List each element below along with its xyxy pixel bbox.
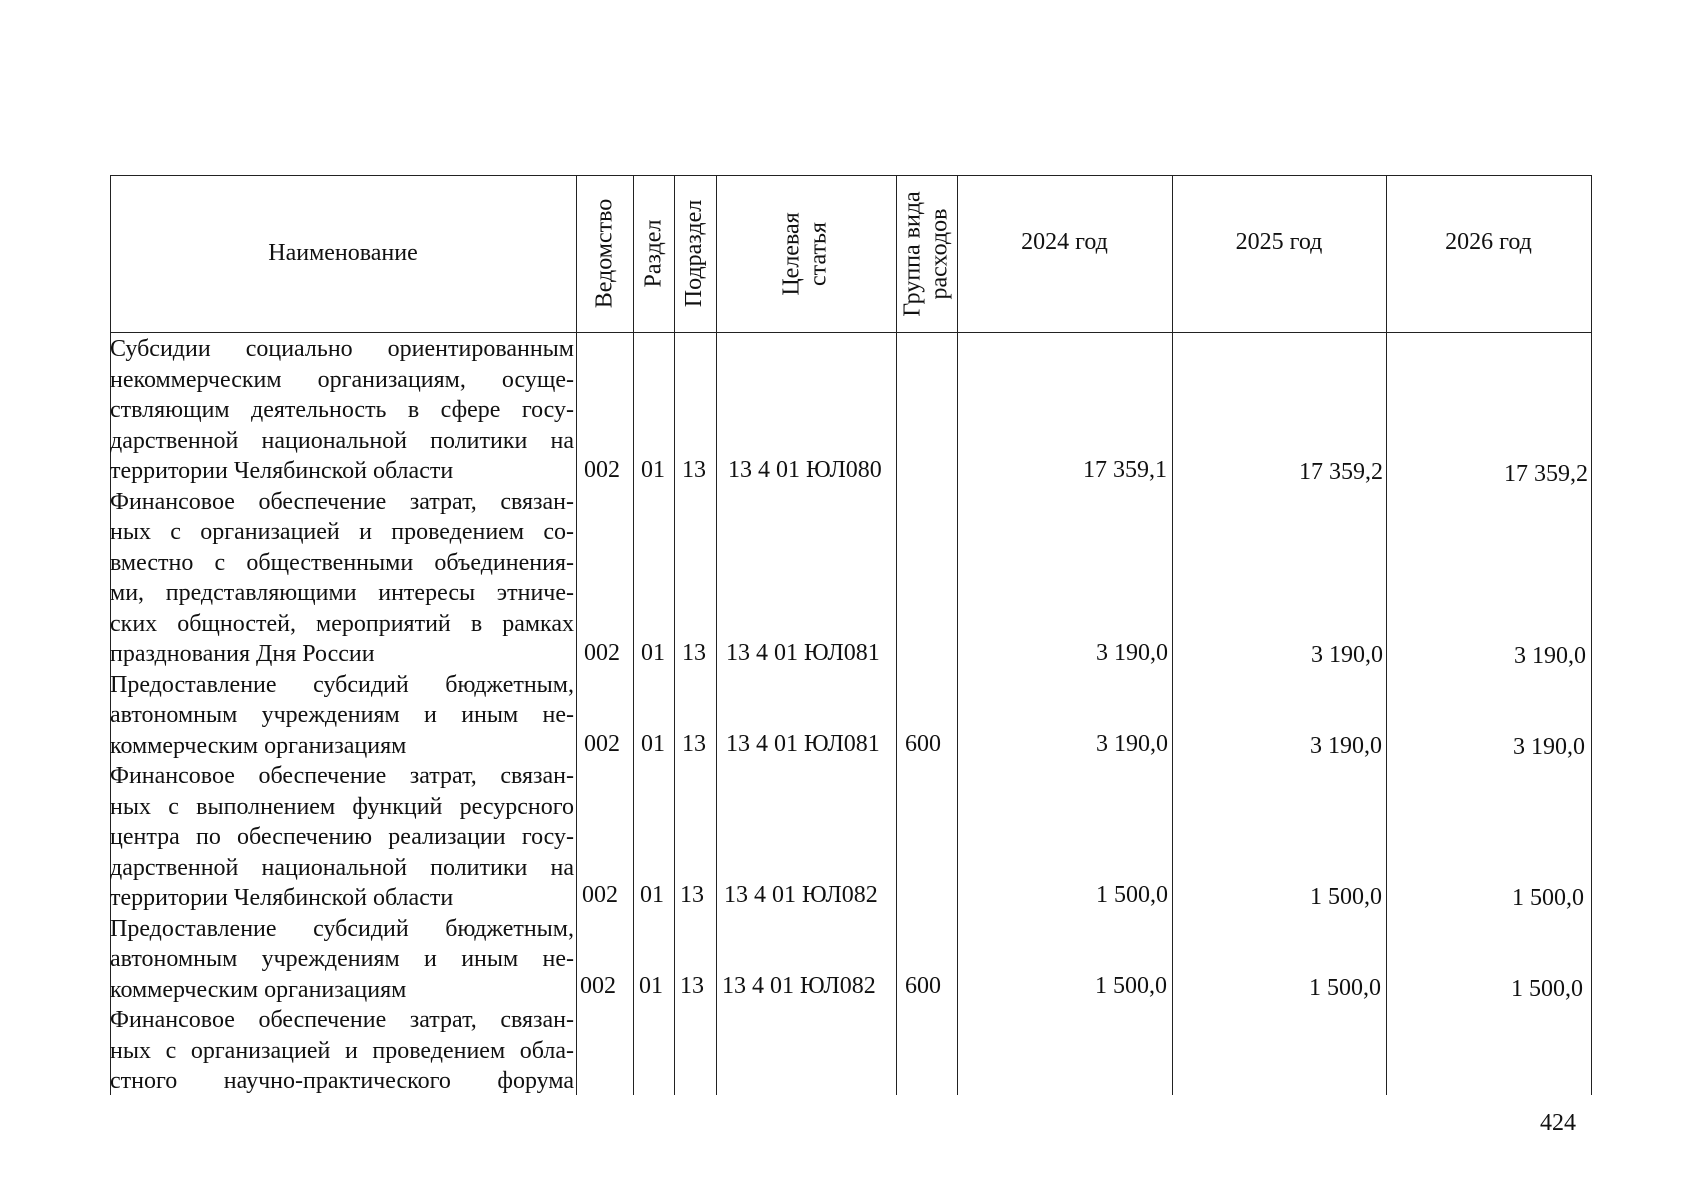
row3-subsection: 13 (682, 731, 706, 757)
row1-target: 13 4 01 ЮЛ080 (728, 457, 882, 483)
row1-y2025: 17 359,2 (1299, 459, 1383, 485)
row4-name-line: дарственной национальной политики на (110, 854, 574, 881)
header-group-line2: расходов (926, 208, 953, 299)
row2-name-line: ских общностей, мероприятий в рамках (110, 610, 574, 637)
row5-target: 13 4 01 ЮЛ082 (722, 973, 876, 999)
row2-section: 01 (641, 640, 665, 666)
header-section: Раздел (640, 219, 667, 288)
row2-name-line: Финансовое обеспечение затрат, связан- (110, 488, 574, 515)
row1-name-line: ствляющим деятельность в сфере госу- (110, 397, 574, 423)
row2-department: 002 (584, 640, 620, 666)
row1-y2026: 17 359,2 (1504, 461, 1588, 487)
header-year-2024: 2024 год (1021, 229, 1108, 255)
row3-name-line: Предоставление субсидий бюджетным, (110, 671, 574, 698)
row6-name-line: ных с организацией и проведением обла- (110, 1037, 574, 1064)
row4-section: 01 (640, 882, 664, 908)
row1-name-line: дарственной национальной политики на (110, 427, 574, 454)
row2-target: 13 4 01 ЮЛ081 (726, 640, 880, 666)
row1-y2024: 17 359,1 (1083, 457, 1167, 483)
row5-department: 002 (580, 973, 616, 999)
header-target (779, 212, 833, 295)
col-border (1591, 175, 1592, 1095)
row4-y2025: 1 500,0 (1310, 884, 1382, 910)
row4-name-line: центра по обеспечению реализации госу- (110, 824, 574, 850)
col-border (1386, 175, 1387, 1095)
row5-group: 600 (905, 973, 941, 999)
header-bottom-border (110, 332, 1592, 333)
row2-subsection: 13 (682, 640, 706, 666)
row4-name-line: Финансовое обеспечение затрат, связан- (110, 763, 574, 789)
row4-y2024: 1 500,0 (1096, 882, 1168, 908)
row5-name-line: коммерческим организациям (110, 976, 407, 1003)
row5-subsection: 13 (680, 973, 704, 999)
row1-name-line: территории Челябинской области (110, 458, 454, 484)
header-year-2026: 2026 год (1445, 229, 1532, 255)
header-group-line1: Группа вида (899, 190, 926, 317)
row2-name-line: ных с организацией и проведением со- (110, 519, 574, 545)
row3-name-line: автономным учреждениям и иным не- (110, 702, 574, 728)
row3-section: 01 (641, 731, 665, 757)
row4-name-line: территории Челябинской области (110, 885, 454, 911)
row4-department: 002 (582, 882, 618, 908)
row3-group: 600 (905, 731, 941, 757)
col-border (1172, 175, 1173, 1095)
row5-y2025: 1 500,0 (1309, 975, 1381, 1001)
row6-name-line: стного научно-практического форума (110, 1068, 574, 1094)
row3-y2024: 3 190,0 (1096, 731, 1168, 757)
row1-subsection: 13 (682, 457, 706, 483)
row1-name-line: некоммерческим организациям, осуще- (110, 366, 574, 393)
header-department-cell (576, 175, 633, 332)
row6-name-line: Финансовое обеспечение затрат, связан- (110, 1007, 574, 1033)
row3-target: 13 4 01 ЮЛ081 (726, 731, 880, 757)
header-group (900, 191, 954, 316)
row2-y2026: 3 190,0 (1514, 643, 1586, 669)
row1-department: 002 (584, 457, 620, 483)
row2-y2025: 3 190,0 (1311, 642, 1383, 668)
page-number: 424 (1540, 1110, 1576, 1136)
row5-name-line: автономным учреждениям и иным не- (110, 946, 574, 972)
col-border (957, 175, 958, 1095)
header-name: Наименование (268, 240, 418, 266)
header-target-cell (716, 175, 896, 332)
row4-subsection: 13 (680, 882, 704, 908)
row4-y2026: 1 500,0 (1512, 885, 1584, 911)
row3-y2026: 3 190,0 (1513, 734, 1585, 760)
row5-name-line: Предоставление субсидий бюджетным, (110, 915, 574, 942)
header-year-2025: 2025 год (1235, 229, 1323, 255)
header-subsection: Подраздел (681, 199, 708, 308)
row5-section: 01 (639, 973, 663, 999)
row2-name-line: ми, представляющими интересы этниче- (110, 580, 574, 606)
header-target-line2: статья (805, 221, 832, 286)
row4-target: 13 4 01 ЮЛ082 (724, 882, 878, 908)
row2-y2024: 3 190,0 (1096, 640, 1168, 666)
row3-y2025: 3 190,0 (1310, 733, 1382, 759)
row5-y2026: 1 500,0 (1511, 976, 1583, 1002)
row3-department: 002 (584, 731, 620, 757)
row1-section: 01 (641, 457, 665, 483)
row4-name-line: ных с выполнением функций ресурсного (110, 793, 574, 820)
name-column (110, 334, 574, 1097)
header-section-cell (633, 175, 674, 332)
row3-name-line: коммерческим организациям (110, 732, 407, 759)
header-group-cell (896, 175, 957, 332)
row5-y2024: 1 500,0 (1095, 973, 1167, 999)
row1-name-line: Субсидии социально ориентированным (110, 336, 574, 362)
row2-name-line: вместно с общественными объединения- (110, 549, 574, 576)
row2-name-line: празднования Дня России (110, 641, 375, 667)
header-department: Ведомство (591, 198, 617, 309)
header-target-line1: Целевая (778, 211, 805, 296)
header-subsection-cell (674, 175, 716, 332)
